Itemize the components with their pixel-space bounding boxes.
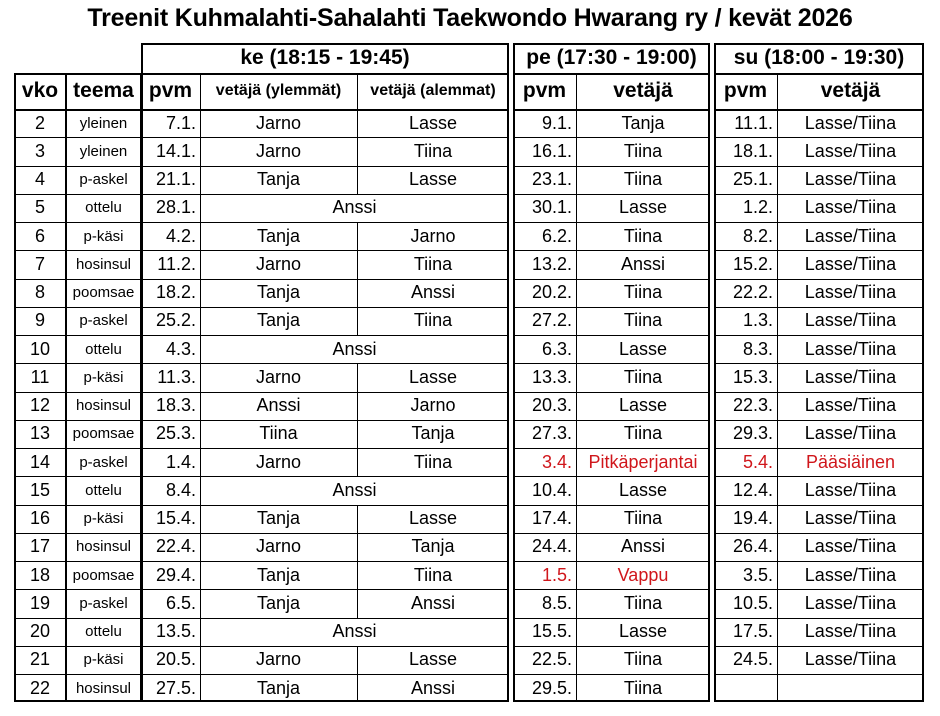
ke-date: 25.2. xyxy=(155,310,196,331)
su-coach: Lasse/Tiina xyxy=(804,225,897,246)
week-number: 16 xyxy=(29,508,51,529)
pe-date: 30.1. xyxy=(531,197,572,218)
ke-coach-lower: Tiina xyxy=(413,564,453,585)
ke-coach-upper: Tanja xyxy=(256,169,301,190)
theme: hosinsul xyxy=(75,255,132,273)
ke-coach-lower: Tanja xyxy=(411,536,455,557)
column-header-ke-ylemmat: vetäjä (ylemmät) xyxy=(215,82,342,99)
ke-date: 7.1. xyxy=(165,112,196,133)
pe-date: 3.4. xyxy=(541,451,572,472)
ke-date: 25.3. xyxy=(155,423,196,444)
ke-coach-upper: Anssi xyxy=(256,395,301,416)
column-header-pe-pvm: pvm xyxy=(522,79,567,102)
su-coach: Lasse/Tiina xyxy=(804,564,897,585)
pe-coach: Tiina xyxy=(623,310,663,331)
ke-coach-upper: Tanja xyxy=(256,282,301,303)
theme: p-askel xyxy=(79,594,128,612)
pe-date: 17.4. xyxy=(531,508,572,529)
pe-date: 9.1. xyxy=(541,112,572,133)
ke-coach-lower: Lasse xyxy=(408,366,458,387)
week-number: 11 xyxy=(30,366,50,387)
su-coach: Lasse/Tiina xyxy=(804,621,897,642)
su-coach: Lasse/Tiina xyxy=(804,140,897,161)
ke-date: 18.3. xyxy=(155,395,196,416)
theme: poomsae xyxy=(72,566,135,584)
week-number: 20 xyxy=(29,621,51,642)
ke-coach-upper: Tanja xyxy=(256,564,301,585)
pe-date: 13.2. xyxy=(531,253,572,274)
ke-coach-lower: Anssi xyxy=(410,677,455,698)
ke-date: 11.3. xyxy=(157,366,196,387)
column-header-su-vetaja: vetäjä xyxy=(820,79,881,102)
column-header-ke-pvm: pvm xyxy=(148,79,193,102)
theme: yleinen xyxy=(79,114,128,132)
column-header-ke-alemmat: vetäjä (alemmat) xyxy=(370,82,496,99)
su-coach: Lasse/Tiina xyxy=(804,479,897,500)
ke-coach-upper: Jarno xyxy=(255,649,302,670)
theme: p-askel xyxy=(79,312,128,330)
ke-coach-lower: Lasse xyxy=(408,112,458,133)
week-number: 19 xyxy=(29,592,51,613)
su-coach: Pääsiäinen xyxy=(805,451,896,472)
su-date: 8.2. xyxy=(742,225,773,246)
pe-coach: Pitkäperjantai xyxy=(588,451,698,472)
week-number: 8 xyxy=(34,282,45,303)
pe-coach: Anssi xyxy=(620,536,665,557)
theme: hosinsul xyxy=(75,538,132,556)
su-coach xyxy=(777,674,924,702)
su-coach: Lasse/Tiina xyxy=(804,508,897,529)
pe-coach: Tiina xyxy=(623,649,663,670)
pe-date: 24.4. xyxy=(531,536,572,557)
su-date: 22.3. xyxy=(732,395,773,416)
ke-date: 6.5. xyxy=(165,592,196,613)
ke-coach-upper: Tanja xyxy=(256,508,301,529)
ke-date: 4.2. xyxy=(165,225,196,246)
pe-coach: Tiina xyxy=(623,423,663,444)
ke-coach-lower: Tanja xyxy=(411,423,455,444)
su-date: 12.4. xyxy=(732,479,773,500)
theme: ottelu xyxy=(85,340,122,358)
theme: p-käsi xyxy=(83,651,124,669)
week-number: 7 xyxy=(34,253,45,274)
ke-coach-lower: Anssi xyxy=(410,282,455,303)
su-coach: Lasse/Tiina xyxy=(804,366,897,387)
ke-coach-upper: Jarno xyxy=(255,451,302,472)
ke-coach-upper: Tanja xyxy=(256,677,301,698)
theme: p-käsi xyxy=(83,227,124,245)
column-header-teema: teema xyxy=(73,79,134,102)
ke-col-line-2-header xyxy=(357,73,358,109)
ke-date: 11.2. xyxy=(157,253,196,274)
su-date: 26.4. xyxy=(732,536,773,557)
su-date: 22.2. xyxy=(732,282,773,303)
su-coach: Lasse/Tiina xyxy=(804,169,897,190)
pe-coach: Tiina xyxy=(623,140,663,161)
ke-coach-lower: Tiina xyxy=(413,310,453,331)
pe-coach: Tiina xyxy=(623,225,663,246)
su-date: 18.1. xyxy=(732,140,773,161)
su-coach: Lasse/Tiina xyxy=(804,253,897,274)
su-coach: Lasse/Tiina xyxy=(804,395,897,416)
su-date: 1.3. xyxy=(742,310,773,331)
pe-coach: Tiina xyxy=(623,592,663,613)
pe-coach: Tiina xyxy=(623,282,663,303)
su-coach: Lasse/Tiina xyxy=(804,536,897,557)
week-number: 6 xyxy=(34,225,45,246)
pe-date: 20.2. xyxy=(531,282,572,303)
pe-date: 20.3. xyxy=(531,395,572,416)
ke-date: 22.4. xyxy=(155,536,196,557)
su-date: 17.5. xyxy=(732,621,773,642)
su-coach: Lasse/Tiina xyxy=(804,592,897,613)
ke-date: 1.4. xyxy=(165,451,196,472)
pe-date: 6.3. xyxy=(541,338,572,359)
column-header-pe-vetaja: vetäjä xyxy=(613,79,673,102)
week-number: 14 xyxy=(29,451,51,472)
pe-coach: Lasse xyxy=(618,338,668,359)
week-number: 4 xyxy=(34,169,45,190)
su-date: 11.1. xyxy=(734,112,773,133)
ke-coach-lower: Anssi xyxy=(410,592,455,613)
pe-coach: Tiina xyxy=(623,169,663,190)
ke-coach-upper: Jarno xyxy=(255,112,302,133)
group-header-ke: ke (18:15 - 19:45) xyxy=(240,46,410,69)
su-coach: Lasse/Tiina xyxy=(804,423,897,444)
week-number: 15 xyxy=(29,479,51,500)
pe-coach: Anssi xyxy=(620,253,665,274)
ke-date: 8.4. xyxy=(165,479,196,500)
su-coach: Lasse/Tiina xyxy=(804,112,897,133)
ke-coach-upper: Jarno xyxy=(255,140,302,161)
ke-date: 4.3. xyxy=(165,338,196,359)
ke-date: 15.4. xyxy=(155,508,196,529)
group-header-su: su (18:00 - 19:30) xyxy=(733,46,905,69)
week-number: 3 xyxy=(34,140,45,161)
pe-date: 27.2. xyxy=(531,310,572,331)
pe-date: 10.4. xyxy=(531,479,572,500)
week-number: 10 xyxy=(29,338,51,359)
ke-date: 21.1. xyxy=(155,169,196,190)
ke-coach-merged: Anssi xyxy=(332,338,377,359)
su-date: 8.3. xyxy=(742,338,773,359)
ke-coach-upper: Jarno xyxy=(255,536,302,557)
theme: ottelu xyxy=(85,199,122,217)
pe-date: 16.1. xyxy=(531,140,572,161)
theme: hosinsul xyxy=(75,679,132,697)
pe-coach: Lasse xyxy=(618,479,668,500)
ke-date: 14.1. xyxy=(155,140,196,161)
ke-coach-merged: Anssi xyxy=(332,479,377,500)
ke-date: 18.2. xyxy=(155,282,196,303)
theme: p-käsi xyxy=(83,368,124,386)
pe-date: 22.5. xyxy=(531,649,572,670)
week-number: 18 xyxy=(29,564,51,585)
su-date: 15.2. xyxy=(732,253,773,274)
ke-coach-upper: Tiina xyxy=(259,423,298,444)
pe-date: 13.3. xyxy=(531,366,572,387)
pe-date: 27.3. xyxy=(531,423,572,444)
ke-coach-upper: Tanja xyxy=(256,225,301,246)
week-number: 5 xyxy=(34,197,45,218)
ke-coach-lower: Tiina xyxy=(413,140,453,161)
group-header-pe: pe (17:30 - 19:00) xyxy=(526,46,697,69)
ke-coach-lower: Jarno xyxy=(410,225,456,246)
theme: poomsae xyxy=(72,425,135,443)
ke-coach-upper: Jarno xyxy=(255,366,302,387)
ke-date: 27.5. xyxy=(155,677,196,698)
pe-coach: Tiina xyxy=(623,508,663,529)
ke-coach-upper: Tanja xyxy=(256,592,301,613)
week-number: 13 xyxy=(29,423,51,444)
su-date: 10.5. xyxy=(732,592,773,613)
ke-date: 29.4. xyxy=(155,564,196,585)
pe-coach: Vappu xyxy=(617,564,669,585)
column-header-vko: vko xyxy=(21,79,59,102)
ke-coach-lower: Tiina xyxy=(413,253,453,274)
ke-coach-lower: Lasse xyxy=(408,169,458,190)
pe-date: 29.5. xyxy=(531,677,572,698)
week-number: 17 xyxy=(29,536,51,557)
pe-coach: Lasse xyxy=(618,621,668,642)
week-number: 22 xyxy=(29,677,51,698)
ke-coach-lower: Lasse xyxy=(408,508,458,529)
theme: p-käsi xyxy=(83,510,124,528)
su-date: 29.3. xyxy=(732,423,773,444)
column-header-su-pvm: pvm xyxy=(723,79,768,102)
su-date: 5.4. xyxy=(742,451,773,472)
pe-coach: Tiina xyxy=(623,677,663,698)
pe-coach: Tiina xyxy=(623,366,663,387)
ke-coach-upper: Tanja xyxy=(256,310,301,331)
week-number: 21 xyxy=(29,649,51,670)
theme: ottelu xyxy=(85,623,122,641)
pe-date: 23.1. xyxy=(531,169,572,190)
theme: poomsae xyxy=(72,284,135,302)
pe-date: 8.5. xyxy=(541,592,572,613)
week-number: 9 xyxy=(34,310,45,331)
ke-coach-lower: Jarno xyxy=(410,395,456,416)
su-date: 25.1. xyxy=(732,169,773,190)
su-coach: Lasse/Tiina xyxy=(804,282,897,303)
ke-coach-merged: Anssi xyxy=(332,621,377,642)
su-coach: Lasse/Tiina xyxy=(804,649,897,670)
ke-date: 20.5. xyxy=(155,649,196,670)
su-date: 15.3. xyxy=(732,366,773,387)
page-title: Treenit Kuhmalahti-Sahalahti Taekwondo Hwarang ry / kevät 2026 xyxy=(87,4,853,32)
theme: hosinsul xyxy=(75,397,132,415)
su-date: 1.2. xyxy=(742,197,773,218)
pe-date: 1.5. xyxy=(541,564,572,585)
theme: ottelu xyxy=(85,481,122,499)
week-number: 12 xyxy=(29,395,51,416)
su-date xyxy=(714,674,777,702)
ke-date: 28.1. xyxy=(155,197,196,218)
week-number: 2 xyxy=(34,112,45,133)
su-coach: Lasse/Tiina xyxy=(804,338,897,359)
pe-date: 6.2. xyxy=(541,225,572,246)
theme: p-askel xyxy=(79,171,128,189)
su-date: 3.5. xyxy=(742,564,773,585)
su-coach: Lasse/Tiina xyxy=(804,310,897,331)
su-coach: Lasse/Tiina xyxy=(804,197,897,218)
ke-coach-merged: Anssi xyxy=(332,197,377,218)
su-date: 24.5. xyxy=(732,649,773,670)
ke-coach-upper: Jarno xyxy=(255,253,302,274)
pe-coach: Lasse xyxy=(618,197,668,218)
theme: yleinen xyxy=(79,142,128,160)
pe-date: 15.5. xyxy=(531,621,572,642)
ke-date: 13.5. xyxy=(155,621,196,642)
ke-coach-lower: Lasse xyxy=(408,649,458,670)
theme: p-askel xyxy=(79,453,128,471)
pe-coach: Tanja xyxy=(621,112,665,133)
su-date: 19.4. xyxy=(732,508,773,529)
ke-coach-lower: Tiina xyxy=(413,451,453,472)
pe-coach: Lasse xyxy=(618,395,668,416)
